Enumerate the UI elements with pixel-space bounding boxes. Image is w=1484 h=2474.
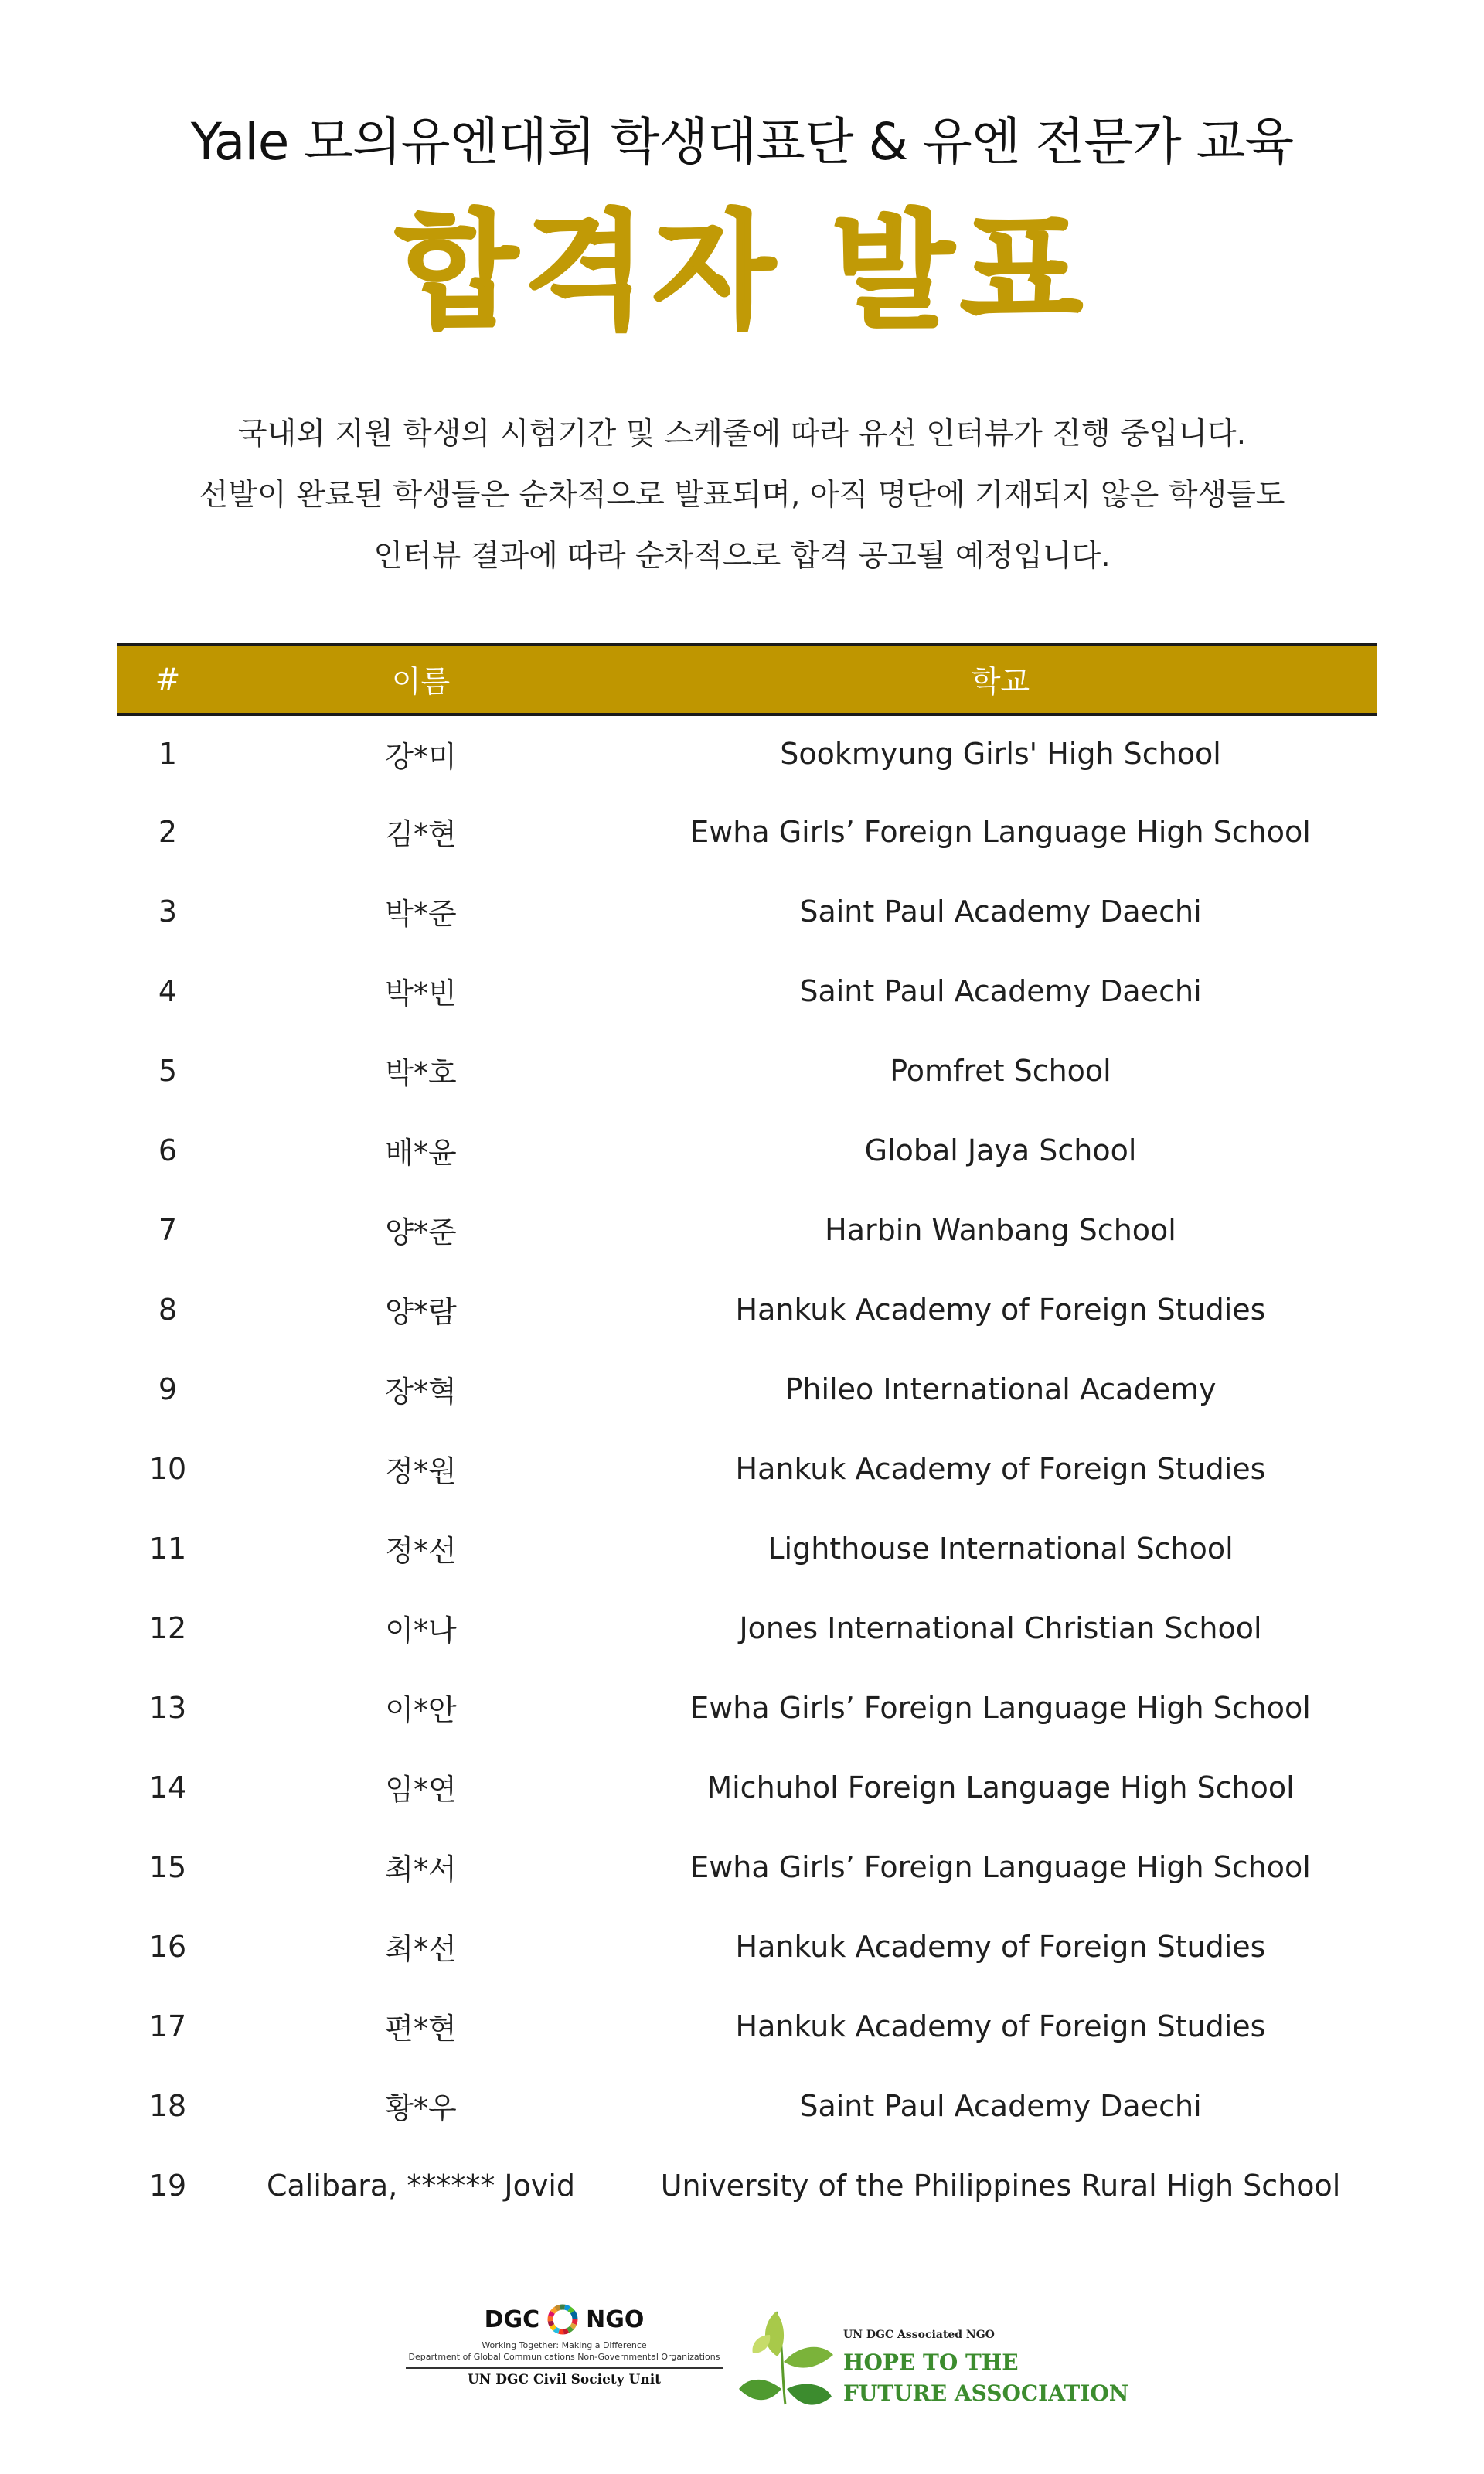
dgc-ngo-logo — [402, 2288, 727, 2412]
cell-school: Ewha Girls’ Foreign Language High School — [690, 1690, 1311, 1725]
cell-num: 1 — [158, 737, 178, 771]
hope-name-line2: FUTURE ASSOCIATION — [843, 2380, 1129, 2406]
table-row — [117, 1190, 1377, 1269]
table-row — [117, 1747, 1377, 1827]
ngo-text: NGO — [586, 2305, 645, 2333]
table-row — [117, 871, 1377, 951]
dgc-text: DGC — [484, 2305, 540, 2333]
cell-num: 14 — [148, 1770, 187, 1804]
cell-school: Pomfret School — [890, 1053, 1111, 1088]
cell-num: 2 — [158, 814, 178, 849]
cell-name: 임*연 — [385, 1773, 457, 1807]
divider — [406, 2367, 723, 2369]
intro-text — [0, 404, 1484, 587]
hope-subtitle: UN DGC Associated NGO — [843, 2329, 995, 2341]
cell-school: Saint Paul Academy Daechi — [799, 973, 1202, 1008]
table-row — [117, 1827, 1377, 1907]
table-row — [117, 1668, 1377, 1747]
cell-num: 12 — [148, 1610, 187, 1645]
cell-num: 11 — [148, 1531, 187, 1566]
cell-num: 4 — [158, 973, 178, 1008]
cell-name: 양*준 — [385, 1215, 457, 1249]
cell-school: Global Jaya School — [864, 1133, 1137, 1167]
table-row — [117, 2066, 1377, 2145]
intro-line: 국내외 지원 학생의 시험기간 및 스케줄에 따라 유선 인터뷰가 진행 중입니다. — [237, 417, 1247, 452]
cell-name: 장*혁 — [385, 1375, 457, 1409]
leaf-icon — [739, 2288, 839, 2428]
cell-num: 15 — [148, 1849, 187, 1884]
cell-name: Calibara, ****** Jovid — [266, 2168, 576, 2203]
cell-name: 박*호 — [385, 1056, 457, 1090]
header-num: # — [155, 662, 181, 697]
cell-num: 7 — [158, 1212, 178, 1247]
table-row — [117, 1429, 1377, 1508]
cell-name: 양*람 — [385, 1295, 457, 1329]
cell-name: 최*서 — [385, 1852, 457, 1886]
cell-school: Sookmyung Girls' High School — [780, 737, 1221, 771]
sdg-wheel-icon — [547, 2304, 578, 2335]
table-row — [117, 1110, 1377, 1190]
cell-num: 18 — [148, 2088, 187, 2123]
cell-num: 19 — [148, 2168, 187, 2203]
cell-name: 황*우 — [385, 2091, 457, 2125]
dgc-unit: UN DGC Civil Society Unit — [467, 2372, 662, 2387]
cell-num: 13 — [148, 1690, 187, 1725]
cell-school: Saint Paul Academy Daechi — [799, 894, 1202, 929]
table-row — [117, 951, 1377, 1031]
cell-name: 정*원 — [385, 1454, 457, 1488]
cell-school: Lighthouse International School — [768, 1531, 1234, 1566]
header-school: 학교 — [971, 665, 1030, 700]
table-row — [117, 2145, 1377, 2225]
footer — [0, 2288, 1484, 2443]
cell-num: 10 — [148, 1451, 187, 1486]
cell-school: Hankuk Academy of Foreign Studies — [735, 1451, 1266, 1486]
page-subtitle: Yale 모의유엔대회 학생대표단 & 유엔 전문가 교육 — [190, 112, 1294, 172]
hope-name-line1: HOPE TO THE — [843, 2350, 1019, 2375]
table-row — [117, 792, 1377, 871]
cell-num: 3 — [158, 894, 178, 929]
results-table — [117, 643, 1377, 2225]
cell-name: 김*현 — [385, 817, 457, 851]
cell-school: Michuhol Foreign Language High School — [706, 1770, 1295, 1804]
table-row — [117, 716, 1377, 792]
cell-name: 강*미 — [385, 739, 457, 774]
cell-num: 17 — [148, 2009, 187, 2043]
dgc-tagline: Working Together: Making a Difference — [482, 2340, 647, 2350]
cell-num: 5 — [158, 1053, 178, 1088]
table-row — [117, 1031, 1377, 1110]
cell-name: 이*나 — [385, 1614, 457, 1648]
cell-school: Ewha Girls’ Foreign Language High School — [690, 1849, 1311, 1884]
cell-school: Ewha Girls’ Foreign Language High School — [690, 814, 1311, 849]
cell-name: 배*윤 — [385, 1136, 457, 1170]
table-row — [117, 1349, 1377, 1429]
header-name: 이름 — [391, 665, 451, 700]
cell-name: 최*선 — [385, 1932, 457, 1966]
page-title: 합격자 발표 — [395, 198, 1089, 346]
intro-line: 선발이 완료된 학생들은 순차적으로 발표되며, 아직 명단에 기재되지 않은 학생들도 — [199, 478, 1285, 513]
hope-logo — [739, 2288, 1129, 2443]
cell-name: 편*현 — [385, 2012, 457, 2046]
table-row — [117, 1269, 1377, 1349]
cell-num: 9 — [158, 1372, 178, 1406]
cell-school: Phileo International Academy — [785, 1372, 1217, 1406]
cell-school: Hankuk Academy of Foreign Studies — [735, 1929, 1266, 1964]
cell-name: 정*선 — [385, 1534, 457, 1568]
table-header — [117, 643, 1377, 716]
cell-num: 8 — [158, 1292, 178, 1327]
cell-school: Hankuk Academy of Foreign Studies — [735, 2009, 1266, 2043]
cell-school: Jones International Christian School — [739, 1610, 1262, 1645]
table-row — [117, 1986, 1377, 2066]
dgc-department: Department of Global Communications Non-Governmental Organizations — [408, 2352, 720, 2362]
table-row — [117, 1588, 1377, 1668]
cell-num: 16 — [148, 1929, 187, 1964]
table-row — [117, 1508, 1377, 1588]
cell-num: 6 — [158, 1133, 178, 1167]
cell-school: University of the Philippines Rural High School — [660, 2168, 1341, 2203]
table-row — [117, 1907, 1377, 1986]
intro-line: 인터뷰 결과에 따라 순차적으로 합격 공고될 예정입니다. — [373, 539, 1111, 574]
cell-school: Hankuk Academy of Foreign Studies — [735, 1292, 1266, 1327]
cell-school: Saint Paul Academy Daechi — [799, 2088, 1202, 2123]
cell-school: Harbin Wanbang School — [825, 1212, 1176, 1247]
cell-name: 박*빈 — [385, 976, 457, 1010]
table-body — [117, 716, 1377, 2225]
cell-name: 박*준 — [385, 897, 457, 931]
cell-name: 이*안 — [385, 1693, 457, 1727]
